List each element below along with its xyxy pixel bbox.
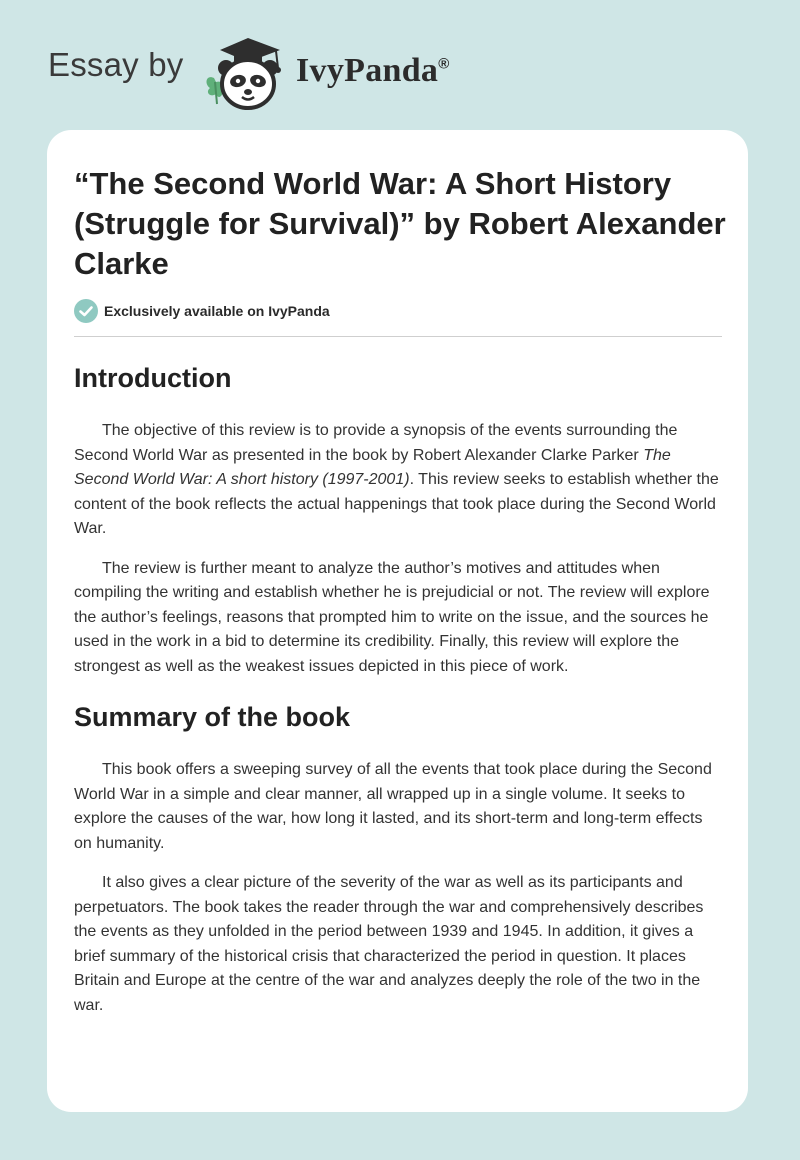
summary-paragraph-2: It also gives a clear picture of the severity of the war as well as its participants and perpetuators. The book takes the reader through the war and comprehensively describes the events as they unfolded in the period between 1939 and 1945. In addition, it gives a brief summary of the historical crisis that characterized the period in question. It places Britain and Europe at the centre of the war and analyzes deeply the role of the two in the war. [74, 874, 704, 1014]
check-circle-icon [74, 299, 98, 323]
intro-paragraph-1-start: The objective of this review is to provide a synopsis of the events surrounding the Second World War as presented in the book by Robert Alexander Clarke Parker [74, 422, 678, 464]
intro-paragraph-2: The review is further meant to analyze the author’s motives and attitudes when compiling the writing and establish whether he is prejudicial or not. The review will explore the author’s feelings, reasons that prompted him to write on the issue, and the sources he used in the work in a bid to determine its credibility. Finally, this review will explore the strongest as well as the weakest issues depicted in this piece of work. [74, 559, 710, 675]
registered-mark: ® [438, 55, 450, 73]
summary-paragraph-1: This book offers a sweeping survey of all the events that took place during the Second World War in a simple and clear manner, all wrapped up in a single volume. It seeks to explore the causes of the war, how long it lasted, and its short-term and long-term effects on humanity. [74, 761, 712, 852]
book-title-italic: The Second World War: A short history (1997-2001) [74, 446, 671, 488]
section-heading-introduction: Introduction [74, 363, 232, 393]
essay-by-label: Essay by [48, 46, 184, 83]
exclusive-badge-label: Exclusively available on IvyPanda [104, 303, 330, 319]
brand-logo-text[interactable] [296, 52, 450, 90]
panda-graduate-icon[interactable] [200, 34, 292, 112]
brand-name-text: IvyPanda [296, 52, 439, 89]
intro-paragraph-1 [74, 419, 722, 542]
site-header [0, 0, 800, 125]
title-divider [74, 336, 722, 337]
section-heading-summary: Summary of the book [74, 702, 351, 732]
essay-card [47, 130, 748, 1112]
page-title: “The Second World War: A Short History (Struggle for Survival)” by Robert Alexander Clarke [74, 166, 726, 281]
intro-paragraph-1-end: . This review seeks to establish whether the content of the book reflects the actual happenings that took place during the Second World War. [74, 471, 719, 537]
exclusive-badge [74, 298, 722, 324]
